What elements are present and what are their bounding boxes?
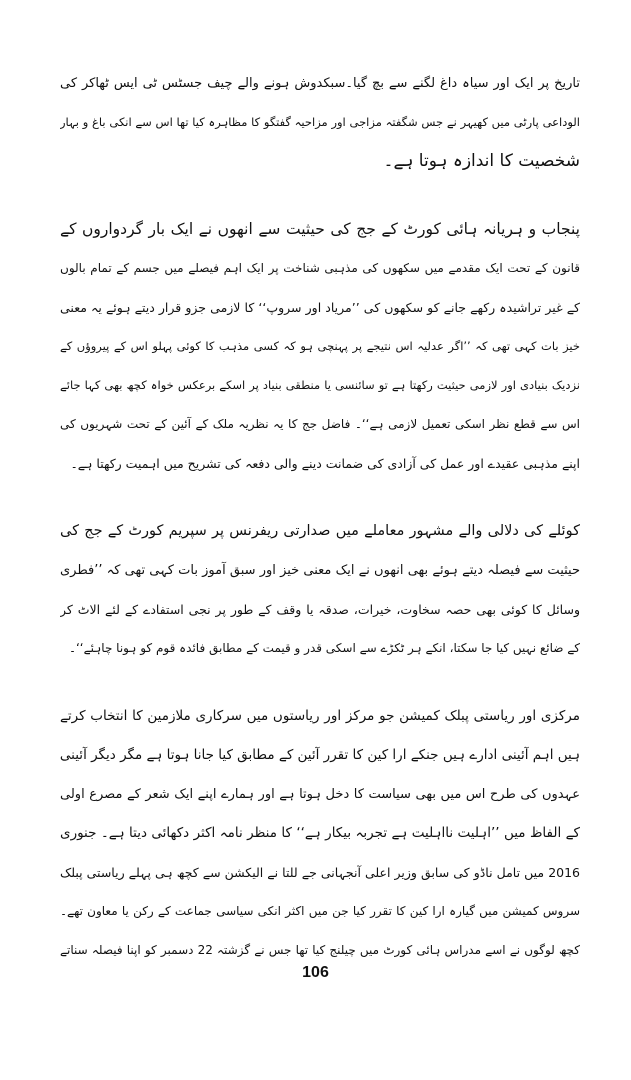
text-line: اس سے قطع نظر اسکی تعمیل لازمی ہے‘‘۔ فاضل جج کا یہ نظریہ ملک کے آئین کے تحت شہریوں کی: [60, 417, 580, 431]
text-line: کے ضائع نہیں کیا جا سکتا، انکے ہر ٹکڑے سے اسکی قدر و قیمت کے مطابق فائدہ قوم کو ہونا چاہئے‘‘۔: [68, 641, 580, 655]
text-line: خیز بات کہی تھی کہ ’’اگر عدلیہ اس نتیجے پر پہنچی ہو کہ کسی مذہب کا کوئی پہلو اس کے پیروؤں کے: [60, 339, 580, 353]
paragraph-2: [60, 210, 580, 483]
text-line: ہیں اہم آئینی ادارے ہیں جنکے ارا کین کا تقرر آئین کے مطابق کیا جانا ہوتا ہے مگر دیگر آئینی: [60, 747, 580, 763]
text-line: اپنے مذہبی عقیدے اور عمل کی آزادی کی ضمانت دینے والی دفعہ کی تشریح میں اہمیت رکھتا ہے۔: [70, 456, 580, 471]
text-line: سروس کمیشن میں گیارہ ارا کین کا تقرر کیا جن میں اکثر انکی سیاسی جماعت کے رکن یا معاون تھے۔: [60, 904, 580, 918]
page-number: 106: [302, 964, 329, 981]
text-line: الوداعی پارٹی میں کھیہر نے جس شگفتہ مزاجی اور مزاحیہ گفتگو کا مظاہرہ کیا تھا اس سے انکی باغ و بہار: [60, 115, 580, 129]
text-line: کے غیر تراشیدہ رکھے جانے کو سکھوں کی ’’مریاد اور سروپ‘‘ کا لازمی جزو قرار دیتے ہوئے یہ معنی: [60, 300, 580, 315]
paragraph-4: [60, 697, 580, 970]
text-line: مرکزی اور ریاستی پبلک کمیشن جو مرکز اور ریاستوں میں سرکاری ملازمین کا انتخاب کرتے: [60, 708, 580, 724]
text-line: نزدیک بنیادی اور لازمی حیثیت رکھتا ہے تو سائنسی یا منطقی بنیاد پر اسکے برعکس خواہ کچھ بھی کہا جائے: [60, 378, 580, 392]
document-body: [60, 64, 580, 999]
text-line: کوئلے کی دلالی والے مشہور معاملے میں صدارتی ریفرنس پر سپریم کورٹ کے جج کی: [60, 523, 580, 539]
text-line: تاریخ پر ایک اور سیاہ داغ لگنے سے بچ گیا۔سبکدوش ہونے والے چیف جسٹس ٹی ایس ٹھاکر کی: [60, 76, 580, 91]
text-line: شخصیت کا اندازہ ہوتا ہے۔: [383, 151, 580, 171]
paragraph-3: [60, 512, 580, 668]
text-line: حیثیت سے فیصلہ دیتے ہوئے بھی انھوں نے ایک معنی خیز اور سبق آموز بات کہی تھی کہ ’’فطری: [60, 563, 580, 578]
paragraph-1: [60, 64, 580, 181]
text-line: عہدوں کی طرح اس میں بھی سیاست کا دخل ہوتا ہے اور ہمارے اپنے ایک شعر کے مصرع اولی: [60, 787, 580, 802]
text-line: کچھ لوگوں نے اسے مدراس ہائی کورٹ میں چیلنج کیا تھا جس نے گزشتہ 22 دسمبر کو اپنا فیصلہ سناتے: [60, 943, 580, 957]
text-line: پنجاب و ہریانہ ہائی کورٹ کے جج کی حیثیت سے انھوں نے ایک بار گردواروں کے: [60, 220, 580, 238]
text-line: کے الفاظ میں ’’اہلیت نااہلیت ہے تجربہ بیکار ہے‘‘ کا منظر نامہ اکثر دکھائی دیتا ہے۔ جنوری: [60, 825, 580, 841]
text-line: قانون کے تحت ایک مقدمے میں سکھوں کی مذہبی شناخت پر ایک اہم فیصلے میں جسم کے تمام بالوں: [60, 261, 580, 275]
text-line: وسائل کا کوئی بھی حصہ سخاوت، خیرات، صدقہ یا وقف کے طور پر نجی استفادے کے لئے الاٹ کر: [60, 602, 580, 617]
text-line: 2016 میں تامل ناڈو کی سابق وزیر اعلی آنجہانی جے للتا نے الیکشن سے کچھ ہی پہلے ریاستی پبلک: [60, 865, 580, 880]
